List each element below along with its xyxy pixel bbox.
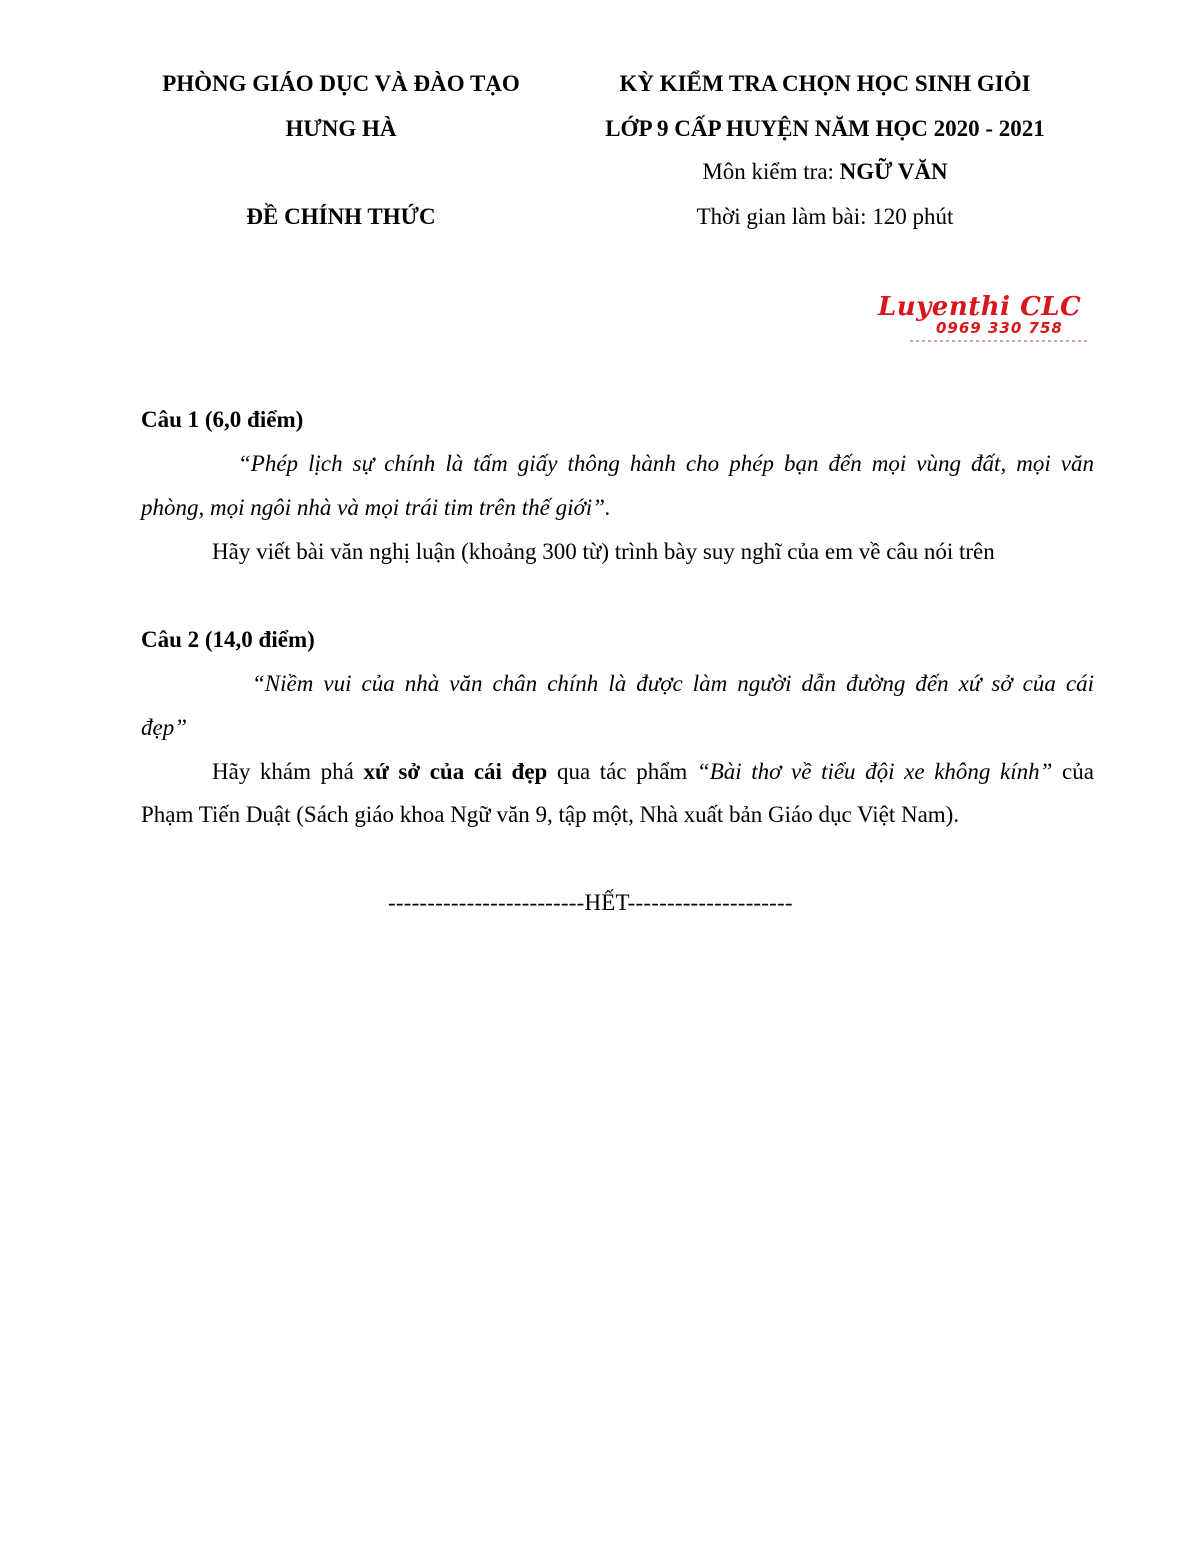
question2-task-line1	[212, 760, 1094, 783]
district-name: HƯNG HÀ	[285, 116, 397, 141]
official-exam-label: ĐỀ CHÍNH THỨC	[246, 204, 436, 229]
question2-quote-line1: “Niềm vui của nhà văn chân chính là được làm người dẫn đường đến xứ sở của cái	[252, 671, 1094, 696]
task-work-title: “Bài thơ về tiểu đội xe không kính”	[696, 759, 1053, 784]
logo-underline	[910, 340, 1090, 342]
logo-phone: 0969 330 758	[936, 319, 1063, 337]
question1-task: Hãy viết bài văn nghị luận (khoảng 300 từ) trình bày suy nghĩ của em về câu nói trên	[212, 539, 995, 564]
subject-value: NGỮ VĂN	[839, 159, 948, 184]
question1-heading: Câu 1 (6,0 điểm)	[141, 407, 304, 432]
task-middle: qua tác phẩm	[547, 759, 697, 784]
end-mark: -------------------------HẾT---------------------	[388, 890, 793, 915]
luyenthi-logo	[870, 292, 1100, 348]
task-bold-phrase: xứ sở của cái đẹp	[363, 759, 548, 784]
exam-title-line1: KỲ KIỂM TRA CHỌN HỌC SINH GIỎI	[619, 71, 1031, 96]
question2-quote-line2: đẹp”	[141, 715, 187, 740]
question1-quote-line2: phòng, mọi ngôi nhà và mọi trái tim trên thế giới”.	[141, 495, 611, 520]
question2-task-line2: Phạm Tiến Duật (Sách giáo khoa Ngữ văn 9, tập một, Nhà xuất bản Giáo dục Việt Nam).	[141, 802, 960, 827]
task-suffix: của	[1052, 759, 1094, 784]
department-name: PHÒNG GIÁO DỤC VÀ ĐÀO TẠO	[162, 71, 520, 96]
exam-duration: Thời gian làm bài: 120 phút	[696, 204, 954, 229]
exam-title-line2: LỚP 9 CẤP HUYỆN NĂM HỌC 2020 - 2021	[605, 116, 1045, 141]
exam-subject	[575, 160, 1075, 183]
subject-label: Môn kiểm tra:	[702, 159, 840, 184]
logo-text: Luyenthi CLC	[878, 292, 1082, 322]
question1-quote-line1: “Phép lịch sự chính là tấm giấy thông hành cho phép bạn đến mọi vùng đất, mọi văn	[238, 451, 1094, 476]
task-prefix: Hãy khám phá	[212, 759, 364, 784]
question2-heading: Câu 2 (14,0 điểm)	[141, 627, 315, 652]
